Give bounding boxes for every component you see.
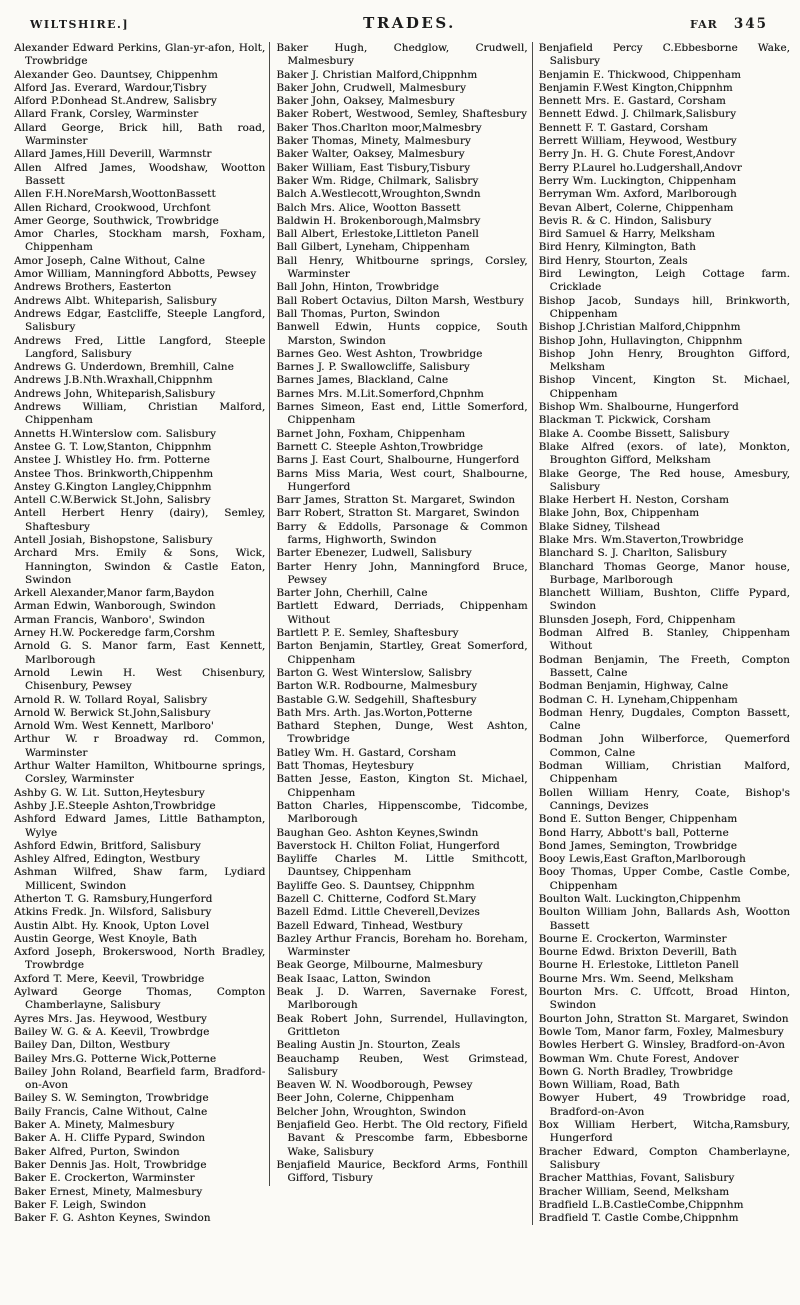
directory-entry: Bishop John, Hullavington, Chippnhm — [538, 334, 743, 347]
directory-entry: Batten Jesse, Easton, Kington St. Michael, Chippenham — [276, 773, 528, 799]
directory-entry: Bourton Mrs. C. Uffcott, Broad Hinton, Swindon — [538, 986, 790, 1012]
directory-entry: Beer John, Colerne, Chippenham — [276, 1092, 455, 1105]
directory-entry: Berryman Wm. Axford, Marlborough — [538, 188, 737, 201]
directory-entry: Benjamin E. Thickwood, Chippenham — [538, 68, 741, 81]
directory-entry: Bodman Alfred B. Stanley, Chippenham Without — [538, 627, 790, 653]
directory-entry: Baverstock H. Chilton Foliat, Hungerford — [276, 839, 500, 852]
directory-entry: Axford T. Mere, Keevil, Trowbridge — [14, 972, 205, 985]
directory-entry: Baker Robert, Westwood, Semley, Shaftesbury — [276, 108, 527, 121]
directory-entry: Austin Albt. Hy. Knook, Upton Lovel — [14, 919, 210, 932]
directory-entry: Bracher Edward, Compton Chamberlayne, Salisbury — [538, 1145, 790, 1171]
directory-entry: Anstee J. Whistley Ho. frm. Potterne — [14, 454, 210, 467]
directory-entry: Blanchett William, Bushton, Cliffe Pypard, Swindon — [538, 587, 790, 613]
directory-entry: Bastable G.W. Sedgehill, Shaftesbury — [276, 693, 477, 706]
directory-entry: Beak J. D. Warren, Savernake Forest, Marlborough — [276, 986, 528, 1012]
directory-entry: Andrews Fred, Little Langford, Steeple Langford, Salisbury — [14, 334, 266, 360]
directory-entry: Bennett Mrs. E. Gastard, Corsham — [538, 95, 726, 108]
directory-entry: Bathard Stephen, Dunge, West Ashton, Trowbridge — [276, 720, 528, 746]
directory-entry: Alford P.Donhead St.Andrew, Salisbry — [14, 95, 217, 108]
directory-entry: Arney H.W. Pockeredge farm,Corshm — [14, 627, 215, 640]
directory-entry: Benjamin F.West Kington,Chippnhm — [538, 81, 733, 94]
directory-entry: Batt Thomas, Heytesbury — [276, 760, 414, 773]
directory-entry: Arnold Wm. West Kennett, Marlboro' — [14, 720, 214, 733]
directory-entry: Baker John, Crudwell, Malmesbury — [276, 81, 466, 94]
directory-entry: Blunsden Joseph, Ford, Chippenham — [538, 613, 736, 626]
directory-entry: Bown G. North Bradley, Trowbridge — [538, 1065, 733, 1078]
directory-entry: Blake Alfred (exors. of late), Monkton, Broughton Gifford, Melksham — [538, 440, 790, 467]
directory-entry: Barr Robert, Stratton St. Margaret, Swindon — [276, 507, 520, 520]
directory-entry: Baker F. Leigh, Swindon — [14, 1198, 147, 1211]
directory-entry: Andrews William, Christian Malford, Chippenham — [14, 401, 266, 427]
directory-entry: Amer George, Southwick, Trowbridge — [14, 214, 219, 227]
directory-entry: Barter Henry John, Manningford Bruce, Pewsey — [276, 560, 528, 586]
directory-entry: Anstee Thos. Brinkworth,Chippenhm — [14, 467, 214, 480]
directory-entry: Amor Joseph, Calne Without, Calne — [14, 254, 205, 267]
directory-entry: Andrews Brothers, Easterton — [14, 281, 172, 294]
directory-entry: Bourne H. Erlestoke, Littleton Panell — [538, 959, 739, 972]
directory-entry: Banwell Edwin, Hunts coppice, South Marston, Swindon — [276, 321, 528, 347]
directory-entry: Beaven W. N. Woodborough, Pewsey — [276, 1079, 473, 1092]
directory-entry: Bradfield T. Castle Combe,Chippnhm — [538, 1212, 739, 1225]
directory-entry: Blake Mrs. Wm.Staverton,Trowbridge — [538, 533, 744, 546]
directory-entry: Blanchard Thomas George, Manor house, Burbage, Marlborough — [538, 560, 790, 586]
directory-entry: Baker John, Oaksey, Malmesbury — [276, 95, 455, 108]
directory-entry: Bailey Mrs.G. Potterne Wick,Potterne — [14, 1052, 217, 1065]
directory-entry: Allen F.H.NoreMarsh,WoottonBassett — [14, 188, 216, 201]
directory-entry: Baker Walter, Oaksey, Malmesbury — [276, 148, 465, 161]
directory-entry: Allen Richard, Crookwood, Urchfont — [14, 201, 211, 214]
county-label: WILTSHIRE.] — [30, 18, 130, 31]
directory-entry: Bourton John, Stratton St. Margaret, Swindon — [538, 1012, 789, 1025]
directory-entry: Baker Thos.Charlton moor,Malmesbry — [276, 121, 482, 134]
directory-entry: Ball Robert Octavius, Dilton Marsh, Westbury — [276, 294, 524, 307]
directory-entry: Ashby G. W. Lit. Sutton,Heytesbury — [14, 786, 205, 799]
directory-entry: Baker A. H. Cliffe Pypard, Swindon — [14, 1132, 206, 1145]
directory-entry: Bailey John Roland, Bearfield farm, Bradford-on-Avon — [14, 1065, 266, 1092]
directory-entry: Bracher Matthias, Fovant, Salisbury — [538, 1172, 735, 1185]
directory-entry: Bailey W. G. & A. Keevil, Trowbrdge — [14, 1025, 210, 1038]
directory-entry: Beauchamp Reuben, West Grimstead, Salisbury — [276, 1052, 528, 1078]
directory-entry: Barr James, Stratton St. Margaret, Swindon — [276, 494, 516, 507]
directory-entry: Andrews John, Whiteparish,Salisbury — [14, 387, 216, 400]
directory-entry: Booy Lewis,East Grafton,Marlborough — [538, 853, 746, 866]
directory-entry: Bowyer Hubert, 49 Trowbridge road, Bradford-on-Avon — [538, 1092, 790, 1118]
directory-entry: Bartlett Edward, Derriads, Chippenham Without — [276, 600, 528, 626]
page-number: 345 — [733, 16, 768, 32]
directory-entry: Bath Mrs. Arth. Jas.Worton,Potterne — [276, 706, 473, 719]
directory-entry: Bevan Albert, Colerne, Chippenham — [538, 201, 734, 214]
directory-entry: Andrews J.B.Nth.Wraxhall,Chippnhm — [14, 374, 213, 387]
directory-entry: Anstee G. T. Low,Stanton, Chippnhm — [14, 440, 212, 453]
directory-entry: Bennett F. T. Gastard, Corsham — [538, 121, 709, 134]
directory-entry: Blake A. Coombe Bissett, Salisbury — [538, 427, 730, 440]
directory-entry: Bollen William Henry, Coate, Bishop's Cannings, Devizes — [538, 786, 790, 812]
directory-entry: Arthur Walter Hamilton, Whitbourne springs, Corsley, Warminster — [14, 760, 266, 786]
directory-entry: Ashby J.E.Steeple Ashton,Trowbridge — [14, 799, 216, 812]
directory-entry: Bowman Wm. Chute Forest, Andover — [538, 1052, 739, 1065]
directory-entry: Blackman T. Pickwick, Corsham — [538, 414, 711, 427]
directory-entry: Atkins Fredk. Jn. Wilsford, Salisbury — [14, 906, 212, 919]
directory-entry: Benjafield Maurice, Beckford Arms, Fonthill Gifford, Tisbury — [276, 1158, 528, 1185]
directory-entry: Bird Henry, Stourton, Zeals — [538, 254, 688, 267]
directory-entry: Blanchard S. J. Charlton, Salisbury — [538, 547, 727, 560]
directory-entry: Balch Mrs. Alice, Wootton Bassett — [276, 201, 461, 214]
directory-entry: Bishop John Henry, Broughton Gifford, Melksham — [538, 347, 790, 374]
directory-entry: Andrews G. Underdown, Bremhill, Calne — [14, 361, 234, 374]
directory-entry: Boulton Walt. Luckington,Chippenhm — [538, 893, 741, 905]
directory-entry: Alford Jas. Everard, Wardour,Tisbry — [14, 81, 207, 94]
directory-columns — [8, 42, 794, 1225]
directory-entry: Blake John, Box, Chippenham — [538, 507, 700, 520]
directory-entry: Ball Gilbert, Lyneham, Chippenham — [276, 241, 470, 254]
directory-entry: Batton Charles, Hippenscombe, Tidcombe, Marlborough — [276, 799, 528, 826]
directory-entry: Bazley Arthur Francis, Boreham ho. Boreham, Warminster — [276, 932, 528, 959]
directory-entry: Amor William, Manningford Abbotts, Pewsey — [14, 268, 257, 281]
directory-entry: Baker Ernest, Minety, Malmesbury — [14, 1185, 203, 1198]
directory-entry: Bourne E. Crockerton, Warminster — [538, 932, 727, 945]
directory-entry: Arman Francis, Wanboro', Swindon — [14, 613, 205, 626]
directory-entry: Anstey G.Kington Langley,Chippnhm — [14, 480, 212, 493]
directory-entry: Ball Thomas, Purton, Swindon — [276, 307, 440, 320]
directory-entry: Bird Samuel & Harry, Melksham — [538, 228, 715, 241]
directory-entry: Bourne Edwd. Brixton Deverill, Bath — [538, 946, 737, 959]
directory-entry: Bazell Edmd. Little Cheverell,Devizes — [276, 906, 480, 919]
directory-entry: Bodman Benjamin, Highway, Calne — [538, 680, 729, 693]
directory-entry: Balch A.Westlecott,Wroughton,Swndn — [276, 188, 481, 201]
directory-column-3 — [532, 42, 794, 1225]
page-header — [8, 12, 794, 40]
directory-entry: Andrews Albt. Whiteparish, Salisbury — [14, 294, 217, 307]
directory-entry: Barter John, Cherhill, Calne — [276, 587, 428, 600]
directory-entry: Arkell Alexander,Manor farm,Baydon — [14, 587, 215, 600]
directory-entry: Baker F. G. Ashton Keynes, Swindon — [14, 1212, 211, 1225]
directory-entry: Bird Lewington, Leigh Cottage farm. Cricklade — [538, 268, 790, 294]
directory-entry: Bishop Vincent, Kington St. Michael, Chippenham — [538, 374, 790, 400]
directory-entry: Beak George, Milbourne, Malmesbury — [276, 959, 483, 972]
directory-entry: Bealing Austin Jn. Stourton, Zeals — [276, 1039, 461, 1052]
directory-entry: Bond Harry, Abbott's ball, Potterne — [538, 826, 729, 839]
directory-entry: Baker J. Christian Malford,Chippnhm — [276, 68, 478, 81]
directory-entry: Berrett William, Heywood, Westbury — [538, 135, 737, 148]
directory-entry: Amor Charles, Stockham marsh, Foxham, Chippenham — [14, 228, 266, 254]
directory-entry: Baily Francis, Calne Without, Calne — [14, 1105, 208, 1118]
directory-entry: Axford Joseph, Brokerswood, North Bradley, Trowbrdge — [14, 946, 266, 972]
directory-entry: Berry Wm. Luckington, Chippenham — [538, 174, 737, 187]
directory-entry: Antell Herbert Henry (dairy), Semley, Shaftesbury — [14, 507, 266, 533]
directory-entry: Bailey S. W. Semington, Trowbridge — [14, 1092, 209, 1105]
directory-entry: Andrews Edgar, Eastcliffe, Steeple Langford, Salisbury — [14, 307, 266, 334]
directory-entry: Bayliffe Charles M. Little Smithcott, Dauntsey, Chippenham — [276, 853, 528, 879]
directory-entry: Box William Herbert, Witcha,Ramsbury, Hungerford — [538, 1119, 790, 1145]
directory-entry: Ashford Edwin, Britford, Salisbury — [14, 839, 201, 852]
directory-entry: Baker Thomas, Minety, Malmesbury — [276, 135, 471, 148]
directory-entry: Baker William, East Tisbury,Tisbury — [276, 161, 471, 174]
directory-entry: Ayres Mrs. Jas. Heywood, Westbury — [14, 1012, 207, 1025]
directory-entry: Barnes James, Blackland, Calne — [276, 374, 449, 387]
directory-entry: Bazell Edward, Tinhead, Westbury — [276, 919, 463, 932]
directory-entry: Ball Henry, Whitbourne springs, Corsley, Warminster — [276, 254, 528, 281]
section-label: FAR — [689, 18, 718, 31]
directory-entry: Barns J. East Court, Shalbourne, Hungerford — [276, 454, 520, 467]
directory-entry: Antell Josiah, Bishopstone, Salisbury — [14, 533, 213, 546]
directory-entry: Bodman William, Christian Malford, Chippenham — [538, 760, 790, 786]
directory-entry: Bodman John Wilberforce, Quemerford Common, Calne — [538, 733, 790, 759]
directory-entry: Bodman Henry, Dugdales, Compton Bassett, Calne — [538, 706, 790, 733]
directory-entry: Bodman C. H. Lyneham,Chippenham — [538, 693, 738, 706]
directory-entry: Alexander Geo. Dauntsey, Chippenhm — [14, 68, 218, 81]
directory-entry: Bishop Jacob, Sundays hill, Brinkworth, Chippenham — [538, 294, 790, 320]
running-head — [690, 16, 768, 32]
directory-column-1 — [8, 42, 269, 1225]
directory-entry: Bradfield L.B.CastleCombe,Chippnhm — [538, 1198, 744, 1211]
directory-entry: Berry Jn. H. G. Chute Forest,Andovr — [538, 148, 735, 161]
directory-entry: Boulton William John, Ballards Ash, Wootton Bassett — [538, 906, 790, 932]
directory-entry: Allard George, Brick hill, Bath road, Warminster — [14, 121, 266, 148]
directory-entry: Ashley Alfred, Edington, Westbury — [14, 853, 201, 866]
directory-entry: Blake Herbert H. Neston, Corsham — [538, 494, 729, 507]
directory-entry: Barnes J. P. Swallowcliffe, Salisbury — [276, 361, 470, 374]
directory-entry: Batley Wm. H. Gastard, Corsham — [276, 746, 457, 759]
directory-entry: Atherton T. G. Ramsbury,Hungerford — [14, 893, 213, 905]
directory-entry: Belcher John, Wroughton, Swindon — [276, 1105, 467, 1118]
directory-entry: Bond James, Semington, Trowbridge — [538, 839, 737, 852]
directory-entry: Beak Isaac, Latton, Swindon — [276, 972, 431, 985]
directory-entry: Barns Miss Maria, West court, Shalbourne, Hungerford — [276, 467, 528, 493]
directory-entry: Ball Albert, Erlestoke,Littleton Panell — [276, 228, 479, 241]
directory-entry: Blake Sidney, Tilshead — [538, 520, 661, 533]
directory-entry: Bazell C. Chitterne, Codford St.Mary — [276, 893, 477, 905]
directory-entry: Barnes Simeon, East end, Little Somerford, Chippenham — [276, 401, 528, 427]
directory-entry: Annetts H.Winterslow com. Salisbury — [14, 427, 217, 440]
directory-entry: Bond E. Sutton Benger, Chippenham — [538, 813, 738, 826]
directory-entry: Bevis R. & C. Hindon, Salisbury — [538, 214, 712, 227]
directory-entry: Barton Benjamin, Startley, Great Somerford, Chippenham — [276, 640, 528, 666]
directory-entry: Bishop Wm. Shalbourne, Hungerford — [538, 401, 739, 414]
directory-entry: Alexander Edward Perkins, Glan-yr-afon, Holt, Trowbridge — [14, 42, 266, 68]
directory-entry: Barton W.R. Rodbourne, Malmesbury — [276, 680, 478, 693]
directory-entry: Bracher William, Seend, Melksham — [538, 1185, 730, 1198]
directory-entry: Bourne Mrs. Wm. Seend, Melksham — [538, 972, 734, 985]
directory-entry: Allard Frank, Corsley, Warminster — [14, 108, 199, 121]
directory-entry: Barry & Eddolls, Parsonage & Common farms, Highworth, Swindon — [276, 520, 528, 546]
directory-entry: Arnold Lewin H. West Chisenbury, Chisenbury, Pewsey — [14, 666, 266, 693]
directory-entry: Berry P.Laurel ho.Ludgershall,Andovr — [538, 161, 742, 174]
directory-entry: Bennett Edwd. J. Chilmark,Salisbury — [538, 108, 737, 121]
directory-entry: Ashford Edward James, Little Bathampton, Wylye — [14, 813, 266, 839]
directory-entry: Booy Thomas, Upper Combe, Castle Combe, Chippenham — [538, 866, 790, 892]
directory-entry: Baker E. Crockerton, Warminster — [14, 1172, 195, 1185]
directory-entry: Ball John, Hinton, Trowbridge — [276, 281, 439, 294]
directory-entry: Baker Wm. Ridge, Chilmark, Salisbry — [276, 174, 479, 187]
directory-entry: Bowle Tom, Manor farm, Foxley, Malmesbury — [538, 1025, 784, 1038]
directory-entry: Bird Henry, Kilmington, Bath — [538, 241, 696, 254]
directory-entry: Archard Mrs. Emily & Sons, Wick, Hannington, Swindon & Castle Eaton, Swindon — [14, 547, 266, 586]
directory-entry: Barnes Mrs. M.Lit.Somerford,Chpnhm — [276, 387, 484, 400]
directory-entry: Arnold R. W. Tollard Royal, Salisbry — [14, 693, 208, 706]
directory-entry: Baker Alfred, Purton, Swindon — [14, 1145, 180, 1158]
page-title: TRADES. — [363, 14, 456, 32]
directory-entry: Barnet John, Foxham, Chippenham — [276, 427, 466, 440]
directory-entry: Bishop J.Christian Malford,Chippnhm — [538, 321, 741, 334]
directory-entry: Beak Robert John, Surrendel, Hullavington, Grittleton — [276, 1012, 528, 1038]
directory-entry: Allen Alfred James, Woodshaw, Wootton Bassett — [14, 161, 266, 187]
directory-entry: Arthur W. r Broadway rd. Common, Warminster — [14, 733, 266, 759]
directory-entry: Bartlett P. E. Semley, Shaftesbury — [276, 627, 459, 640]
directory-entry: Baker Dennis Jas. Holt, Trowbridge — [14, 1158, 207, 1171]
directory-entry: Baughan Geo. Ashton Keynes,Swindn — [276, 826, 479, 839]
directory-entry: Arnold W. Berwick St.John,Salisbury — [14, 706, 211, 719]
directory-entry: Barton G. West Winterslow, Salisbry — [276, 666, 472, 679]
directory-entry: Baker A. Minety, Malmesbury — [14, 1119, 175, 1132]
directory-entry: Arnold G. S. Manor farm, East Kennett, Marlborough — [14, 640, 266, 666]
directory-entry: Barter Ebenezer, Ludwell, Salisbury — [276, 547, 472, 560]
directory-column-2 — [269, 42, 531, 1186]
directory-entry: Benjafield Percy C.Ebbesborne Wake, Salisbury — [538, 42, 790, 68]
directory-entry: Baker Hugh, Chedglow, Crudwell, Malmesbury — [276, 42, 528, 68]
directory-entry: Allard James,Hill Deverill, Warmnstr — [14, 148, 212, 161]
directory-entry: Bailey Dan, Dilton, Westbury — [14, 1039, 170, 1052]
directory-entry: Aylward George Thomas, Compton Chamberlayne, Salisbury — [14, 986, 266, 1012]
directory-entry: Blake George, The Red house, Amesbury, Salisbury — [538, 467, 790, 493]
directory-entry: Austin George, West Knoyle, Bath — [14, 932, 198, 945]
directory-entry: Ashman Wilfred, Shaw farm, Lydiard Millicent, Swindon — [14, 866, 266, 892]
directory-entry: Barnes Geo. West Ashton, Trowbridge — [276, 347, 483, 360]
directory-entry: Baldwin H. Brokenborough,Malmsbry — [276, 214, 481, 227]
directory-entry: Benjafield Geo. Herbt. The Old rectory, Fifield Bavant & Prescombe farm, Ebbesborne Wake, Salisbury — [276, 1119, 528, 1158]
directory-entry: Bowles Herbert G. Winsley, Bradford-on-Avon — [538, 1039, 785, 1052]
directory-entry: Bodman Benjamin, The Freeth, Compton Bassett, Calne — [538, 653, 790, 679]
directory-entry: Bown William, Road, Bath — [538, 1079, 680, 1092]
directory-entry: Barnett C. Steeple Ashton,Trowbridge — [276, 440, 484, 453]
directory-entry: Antell C.W.Berwick St.John, Salisbry — [14, 494, 211, 507]
directory-entry: Bayliffe Geo. S. Dauntsey, Chippnhm — [276, 879, 475, 892]
directory-entry: Arman Edwin, Wanborough, Swindon — [14, 600, 216, 613]
